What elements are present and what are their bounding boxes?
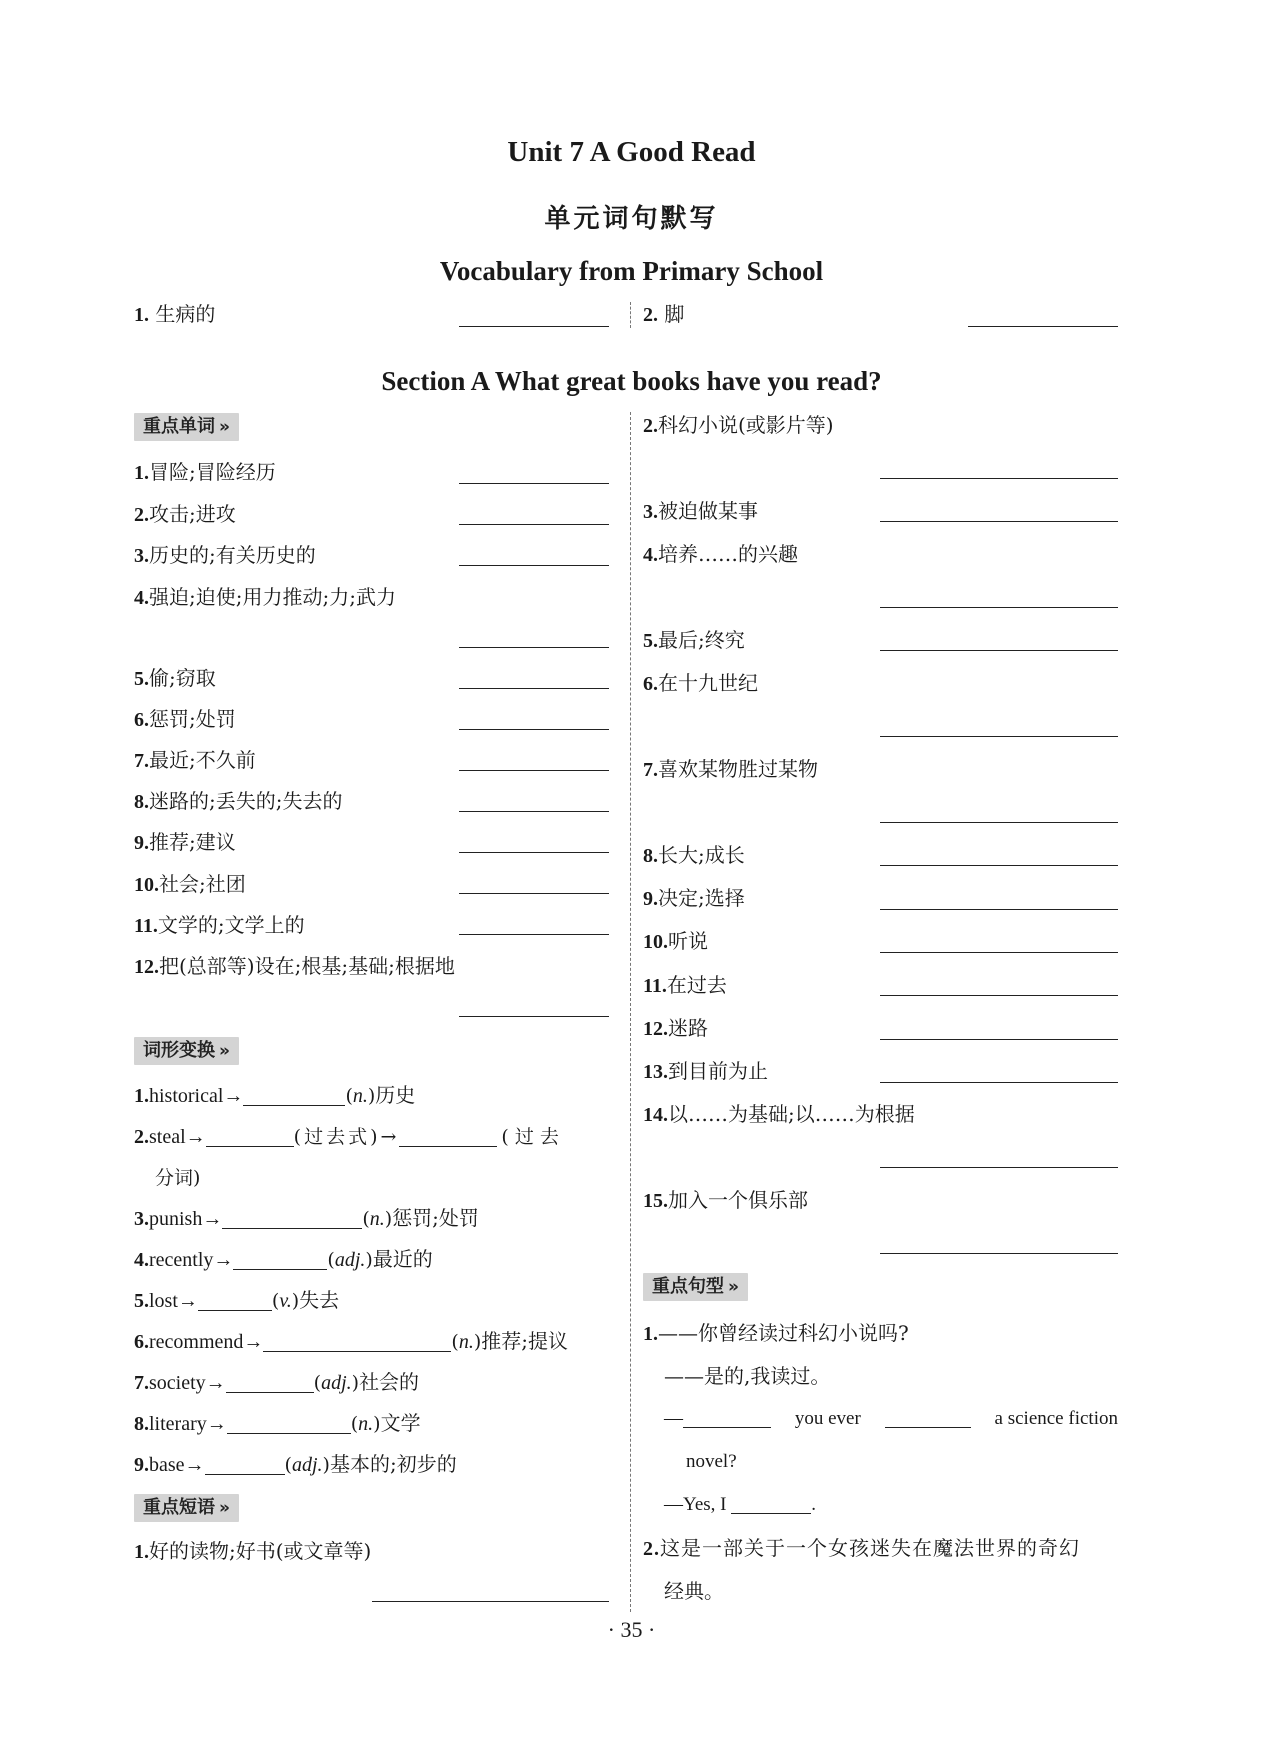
key-word-item: 12.把(总部等)设在;根基;基础;根据地 [134,954,455,978]
key-word-item: 2.攻击;进攻 [134,502,236,526]
answer-blank[interactable] [263,1331,451,1352]
key-phrase-item: 6.在十九世纪 [643,671,758,695]
key-word-item: 1.冒险;冒险经历 [134,460,276,484]
sentence-line: 经典。 [664,1579,724,1603]
answer-blank[interactable] [683,1407,771,1428]
answer-blank[interactable] [459,647,609,648]
vocab-title: Vocabulary from Primary School [439,256,824,286]
answer-blank[interactable] [459,770,609,771]
key-phrase-item: 3.被迫做某事 [643,499,758,523]
answer-blank[interactable] [243,1085,345,1106]
answer-blank[interactable] [459,326,609,327]
key-phrase-item: 15.加入一个俱乐部 [643,1188,808,1212]
key-phrase-item: 8.长大;成长 [643,843,745,867]
word-form-item: 6.recommend→ (n.)推荐;提议 [134,1329,568,1353]
key-phrase-item: 7.喜欢某物胜过某物 [643,757,818,781]
answer-blank[interactable] [459,524,609,525]
answer-blank[interactable] [885,1407,971,1428]
word-form-item: 2.steal→ (过去式)→ (过去 [134,1126,565,1148]
sentence-line: —Yes, I . [664,1494,816,1515]
answer-blank[interactable] [880,478,1118,479]
answer-blank[interactable] [459,852,609,853]
word-form-item: 8.literary→ (n.)文学 [134,1411,421,1435]
key-phrase-item: 9.决定;选择 [643,886,745,910]
answer-blank[interactable] [880,1082,1118,1083]
answer-blank[interactable] [205,1454,285,1475]
page-number: · 35 · [607,1617,656,1642]
word-form-item: 5.lost→ (v.)失去 [134,1288,340,1312]
key-phrase-item: 12.迷路 [643,1016,708,1040]
cn-title: 单元词句默写 [544,204,719,234]
key-sentences-tag: 重点句型 » [643,1273,748,1301]
answer-blank[interactable] [880,650,1118,651]
answer-blank[interactable] [198,1290,272,1311]
answer-blank[interactable] [459,1016,609,1017]
key-phrase-item: 5.最后;终究 [643,628,745,652]
sentence-line: — you ever a science fiction [664,1408,1118,1429]
answer-blank[interactable] [459,729,609,730]
unit-title: Unit 7 A Good Read [507,136,756,168]
answer-blank[interactable] [459,688,609,689]
key-word-item: 8.迷路的;丢失的;失去的 [134,789,343,813]
answer-blank[interactable] [459,893,609,894]
word-forms-tag: 词形变换 » [134,1037,239,1065]
answer-blank[interactable] [227,1413,351,1434]
vocab-item: 1. 生病的 [134,302,216,326]
answer-blank[interactable] [880,822,1118,823]
key-phrase-item: 13.到目前为止 [643,1059,768,1083]
answer-blank[interactable] [880,736,1118,737]
answer-blank[interactable] [731,1493,811,1514]
word-form-item: 9.base→ (adj.)基本的;初步的 [134,1452,457,1476]
sentence-line: ——是的,我读过。 [664,1364,831,1388]
key-phrase-item: 1.好的读物;好书(或文章等) [134,1539,372,1563]
answer-blank[interactable] [880,865,1118,866]
key-word-item: 5.偷;窃取 [134,666,216,690]
key-word-item: 10.社会;社团 [134,872,246,896]
answer-blank[interactable] [233,1249,327,1270]
word-form-item: 3.punish→ (n.)惩罚;处罚 [134,1206,479,1230]
column-divider [630,302,631,328]
sentence-item: 2.这是一部关于一个女孩迷失在魔法世界的奇幻 [643,1536,1080,1560]
answer-blank[interactable] [880,995,1118,996]
answer-blank[interactable] [880,607,1118,608]
vocab-item: 2. 脚 [643,302,685,326]
answer-blank[interactable] [459,483,609,484]
answer-blank[interactable] [880,1039,1118,1040]
word-form-continuation: 分词) [155,1167,201,1189]
key-phrase-item: 10.听说 [643,929,708,953]
answer-blank[interactable] [206,1126,294,1147]
word-form-item: 4.recently→ (adj.)最近的 [134,1247,433,1271]
key-word-item: 7.最近;不久前 [134,748,256,772]
key-word-item: 3.历史的;有关历史的 [134,543,316,567]
section-title: Section A What great books have you read? [381,366,882,396]
answer-blank[interactable] [880,521,1118,522]
key-phrase-item: 2.科幻小说(或影片等) [643,413,834,437]
key-words-tag: 重点单词 » [134,413,239,441]
key-phrases-tag: 重点短语 » [134,1494,239,1522]
answer-blank[interactable] [459,565,609,566]
answer-blank[interactable] [372,1601,609,1602]
answer-blank[interactable] [459,934,609,935]
answer-blank[interactable] [399,1126,497,1147]
answer-blank[interactable] [226,1372,314,1393]
sentence-item: 1.——你曾经读过科幻小说吗? [643,1321,909,1345]
key-word-item: 6.惩罚;处罚 [134,707,236,731]
key-phrase-item: 11.在过去 [643,973,727,997]
answer-blank[interactable] [880,909,1118,910]
key-word-item: 4.强迫;迫使;用力推动;力;武力 [134,585,396,609]
sentence-line: novel? [686,1451,737,1472]
word-form-item: 7.society→ (adj.)社会的 [134,1370,420,1394]
word-form-item: 1.historical→ (n.)历史 [134,1083,416,1107]
answer-blank[interactable] [880,1167,1118,1168]
key-word-item: 11.文学的;文学上的 [134,913,305,937]
answer-blank[interactable] [880,1253,1118,1254]
answer-blank[interactable] [222,1208,362,1229]
key-phrase-item: 4.培养……的兴趣 [643,542,798,566]
answer-blank[interactable] [459,811,609,812]
key-phrase-item: 14.以……为基础;以……为根据 [643,1102,915,1126]
key-word-item: 9.推荐;建议 [134,830,236,854]
answer-blank[interactable] [880,952,1118,953]
answer-blank[interactable] [968,326,1118,327]
column-divider [630,412,631,1612]
